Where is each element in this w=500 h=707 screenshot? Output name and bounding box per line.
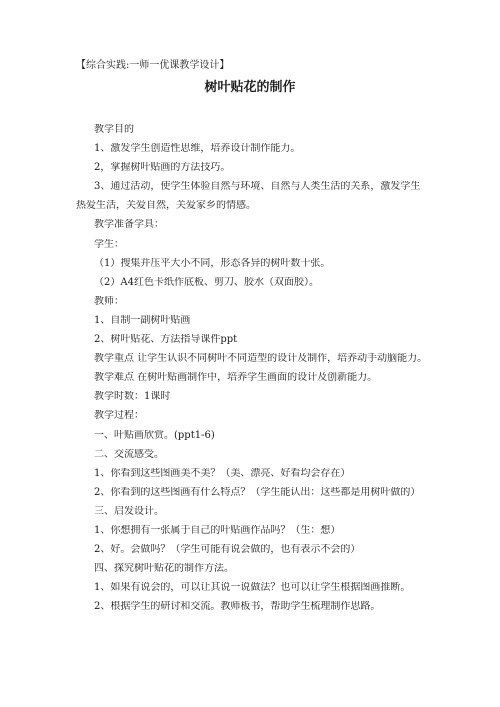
body-line: 四、探究树叶贴花的制作方法。 xyxy=(94,563,234,575)
body-line: 2，掌握树叶贴画的方法技巧。 xyxy=(94,162,231,174)
body-line: 二、交流感受。 xyxy=(94,448,164,460)
body-line: 2、树叶贴花、方法指导课件ppt xyxy=(94,334,238,346)
body-line: 1、你看到这些图画美不美？（美、漂亮、好看均会存在） xyxy=(94,467,351,479)
section-heading-materials: 教学准备学具： xyxy=(94,219,164,231)
body-line: 1、自制一副树叶贴画 xyxy=(94,314,191,326)
body-line: 教师： xyxy=(94,295,124,307)
body-line: 3、通过活动，使学生体验自然与环境、自然与人类生活的关系，激发学生 xyxy=(94,181,421,193)
body-line: 教学重点 让学生认识不同树叶不同造型的设计及制作，培养动手动脑能力。 xyxy=(94,353,428,365)
body-line: 2、你看到的这些图画有什么特点？（学生能认出：这些都是用树叶做的） xyxy=(94,486,421,498)
body-line: 1、你想拥有一张属于自己的叶贴画作品吗？（生：想） xyxy=(94,524,341,536)
body-line: （2）A4红色卡纸作底板、剪刀、胶水（双面胶）。 xyxy=(94,276,319,288)
body-line-continuation: 热爱生活，关爱自然，关爱家乡的情感。 xyxy=(76,200,256,212)
body-line: （1）搜集并压平大小不同，形态各异的树叶数十张。 xyxy=(94,257,331,269)
header-tag: 【综合实践:一师一优课教学设计】 xyxy=(76,60,230,71)
body-line: 三、启发设计。 xyxy=(94,505,164,517)
body-line: 教学时数：1课时 xyxy=(94,391,171,403)
body-line: 学生： xyxy=(94,238,124,250)
section-heading-objectives: 教学目的 xyxy=(94,124,134,135)
document-title: 树叶贴花的制作 xyxy=(204,80,296,95)
body-line: 教学难点 在树叶贴画制作中，培养学生画面的设计及创新能力。 xyxy=(94,372,378,384)
body-line: 1、激发学生创造性思维，培养设计制作能力。 xyxy=(94,143,301,155)
section-heading-process: 教学过程： xyxy=(94,410,144,422)
body-line: 1、如果有说会的，可以让其说一说做法？也可以让学生根据图画推断。 xyxy=(94,582,411,594)
document-body xyxy=(0,124,500,620)
body-line: 2、根据学生的研讨和交流。教师板书，帮助学生梳理制作思路。 xyxy=(94,601,381,613)
body-line: 一、叶贴画欣赏。(ppt1-6) xyxy=(94,429,215,441)
body-line: 2、好。会做吗？（学生可能有说会做的，也有表示不会的） xyxy=(94,544,361,556)
